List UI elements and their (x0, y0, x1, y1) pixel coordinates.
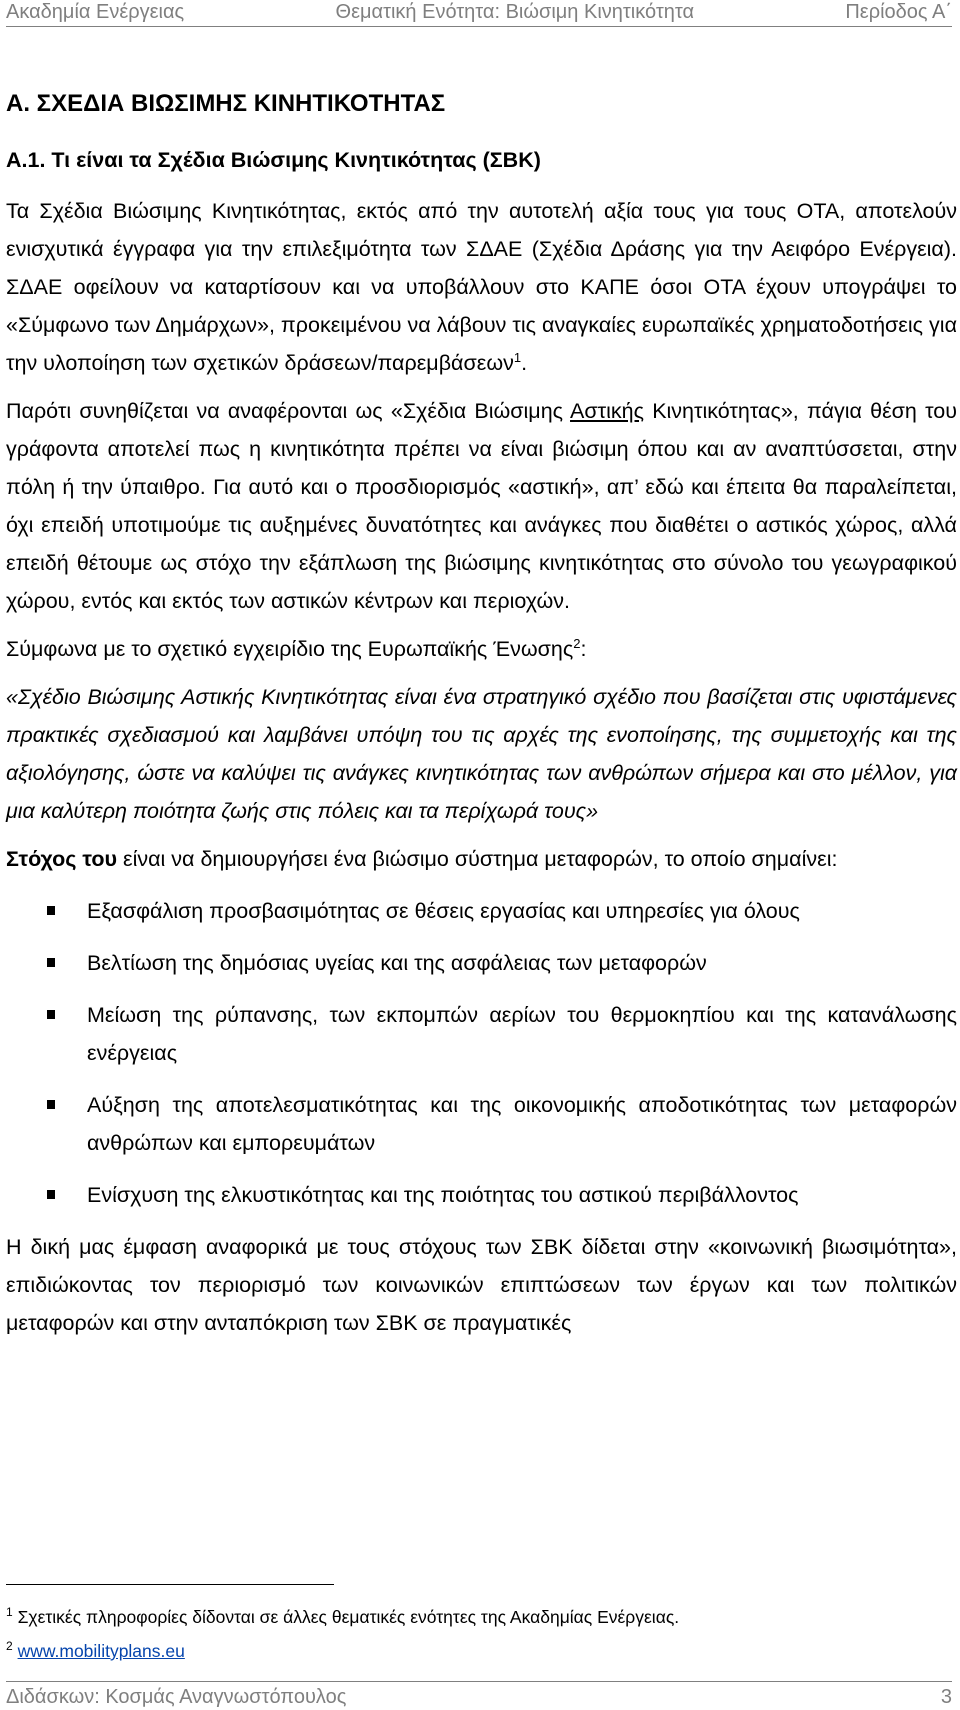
section-heading: Α.1. Τι είναι τα Σχέδια Βιώσιμης Κινητικότητας (ΣΒΚ) (6, 148, 541, 172)
footer-instructor: Διδάσκων: Κοσμάς Αναγνωστόπουλος (6, 1686, 347, 1708)
paragraph-eu-handbook: Σύμφωνα με το σχετικό εγχειρίδιο της Ευρωπαϊκής Ένωσης$^2$: (6, 635, 587, 661)
goals-list (6, 892, 957, 1214)
header-academy: Ακαδημία Ενέργειας (6, 1, 185, 23)
footnote-ref-1[interactable]: 1 (513, 349, 522, 365)
document-title: Α. ΣΧΕΔΙΑ ΒΙΩΣΙΜΗΣ ΚΙΝΗΤΙΚΟΤΗΤΑΣ (6, 90, 446, 117)
page-header (6, 0, 952, 27)
footnote-2: $^2$ www.mobilityplans.eu (6, 1639, 185, 1661)
square-bullet-icon (47, 958, 55, 967)
paragraph-sdae: Τα Σχέδια Βιώσιμης Κινητικότητας, εκτός από την αυτοτελή αξία τους για τους ΟΤΑ, αποτελούν ενισχυτικά έγγραφα για την επιλεξιμότητα των ΣΔΑΕ (Σχέδια Δράσης για την Αειφόρο Ενέργεια). ΣΔΑΕ οφείλουν να καταρτίσουν και να υποβάλλουν στο ΚΑΠΕ όσοι ΟΤΑ έχουν υπογράψει το «Σύμφωνο των Δημάρχων», προκειμένου να λάβουν τις αναγκαίες ευρωπαϊκές χρηματοδοτήσεις για την υλοποίηση των σχετικών δράσεων/παρεμβάσεων$^1$. (6, 199, 957, 375)
footnotes (6, 1600, 679, 1668)
page-number: 3 (940, 1686, 952, 1708)
square-bullet-icon (47, 1100, 55, 1109)
square-bullet-icon (47, 1010, 55, 1019)
list-item: Εξασφάλιση προσβασιμότητας σε θέσεις εργασίας και υπηρεσίες για όλους (6, 892, 957, 930)
header-period: Περίοδος Α΄ (845, 1, 952, 23)
square-bullet-icon (47, 906, 55, 915)
underlined-word: Αστικής (570, 399, 644, 423)
goal-bold-label: Στόχος του (6, 847, 118, 871)
paragraph-goal: Στόχος του είναι να δημιουργήσει ένα βιώσιμο σύστημα μεταφορών, το οποίο σημαίνει: (6, 847, 838, 871)
header-topic: Θεματική Ενότητα: Βιώσιμη Κινητικότητα (335, 1, 695, 23)
footnote-divider (6, 1584, 334, 1585)
list-item: Βελτίωση της δημόσιας υγείας και της ασφάλειας των μεταφορών (6, 944, 957, 982)
mobilityplans-link[interactable]: www.mobilityplans.eu (17, 1641, 185, 1661)
footnote-ref-2[interactable]: 2 (573, 635, 581, 651)
paragraph-sdae-text: Τα Σχέδια Βιώσιμης Κινητικότητας, εκτός από την αυτοτελή αξία τους για τους ΟΤΑ, αποτελούν ενισχυτικά έγγραφα για την επιλεξιμότητα των ΣΔΑΕ (Σχέδια Δράσης για την Αειφόρο Ενέργεια). ΣΔΑΕ οφείλουν να καταρτίσουν και να υποβάλλουν στο ΚΑΠΕ όσοι ΟΤΑ έχουν υπογράψει το «Σύμφωνο των Δημάρχων», προκειμένου να λάβουν τις αναγκαίες ευρωπαϊκές χρηματοδοτήσεις για την υλοποίηση των σχετικών δράσεων/παρεμβάσεων (6, 199, 957, 375)
definition-quote: «Σχέδιο Βιώσιμης Αστικής Κινητικότητας είναι ένα στρατηγικό σχέδιο που βασίζεται στις υφιστάμενες πρακτικές σχεδιασμού και λαμβάνει υπόψη του τις αρχές της ενοποίησης, της συμμετοχής και της αξιολόγησης, ώστε να καλύψει τις ανάγκες κινητικότητας των ανθρώπων σήμερα και στο μέλλον, για μια καλύτερη ποιότητα ζωής στις πόλεις και τα περίχωρά τους» (6, 685, 957, 823)
list-item: Μείωση της ρύπανσης, των εκπομπών αερίων του θερμοκηπίου και της κατανάλωσης ενέργειας (6, 996, 957, 1072)
list-item: Ενίσχυση της ελκυστικότητας και της ποιότητας του αστικού περιβάλλοντος (6, 1176, 957, 1214)
paragraph-urban: Παρότι συνηθίζεται να αναφέρονται ως «Σχέδια Βιώσιμης Αστικής Κινητικότητας», πάγια θέση του γράφοντα αποτελεί πως η κινητικότητα πρέπει να είναι βιώσιμη όπου και αν αναπτύσσεται, στην πόλη ή την ύπαιθρο. Για αυτό και ο προσδιορισμός «αστική», απ’ εδώ και έπειτα θα παραλείπεται, όχι επειδή υποτιμούμε τις αυξημένες δυνατότητες και ανάγκες που διαθέτει ο αστικός χώρος, αλλά επειδή θέτουμε ως στόχο την εξάπλωση της βιώσιμης κινητικότητας στο σύνολο του γεωγραφικού χώρου, εντός και εκτός των αστικών κέντρων και περιοχών. (6, 399, 957, 613)
page-footer (6, 1681, 952, 1710)
square-bullet-icon (47, 1190, 55, 1199)
list-item: Αύξηση της αποτελεσματικότητας και της οικονομικής αποδοτικότητας των μεταφορών ανθρώπων και εμπορευμάτων (6, 1086, 957, 1162)
footnote-1: $^1$ Σχετικές πληροφορίες δίδονται σε άλλες θεματικές ενότητες της Ακαδημίας Ενέργειας. (6, 1605, 680, 1627)
document-body (6, 84, 957, 1342)
paragraph-social-sustainability: Η δική μας έμφαση αναφορικά με τους στόχους των ΣΒΚ δίδεται στην «κοινωνική βιωσιμότητα», επιδιώκοντας τον περιορισμό των κοινωνικών επιπτώσεων των έργων και των πολιτικών μεταφορών και στην ανταπόκριση των ΣΒΚ σε πραγματικές (6, 1235, 957, 1335)
